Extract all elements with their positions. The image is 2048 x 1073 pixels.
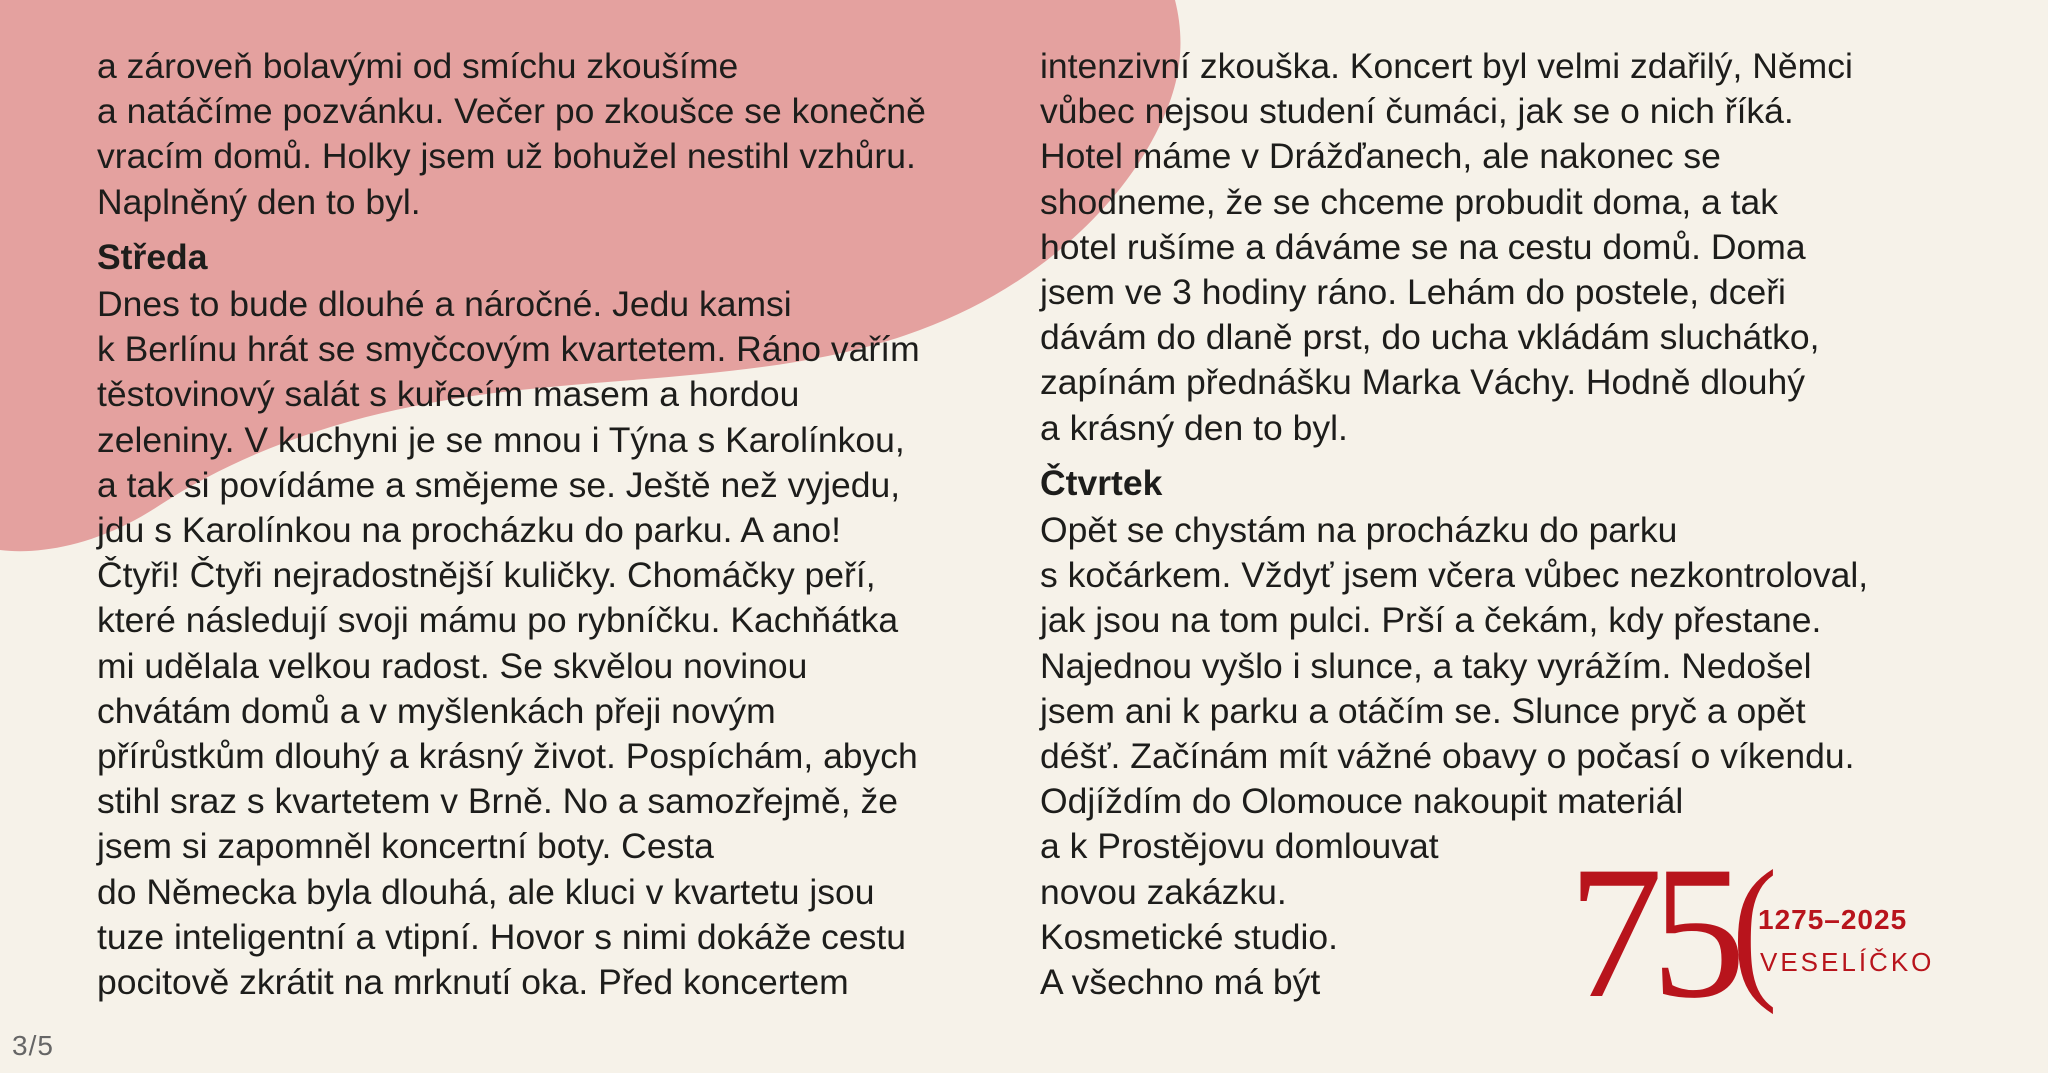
text-line: Najednou vyšlo i slunce, a taky vyrážím. Nedošel xyxy=(1040,645,1812,686)
text-line: Čtyři! Čtyři nejradostnější kuličky. Chomáčky peří, xyxy=(97,555,876,596)
text-line: dávám do dlaně prst, do ucha vkládám sluchátko, xyxy=(1040,317,1820,358)
text-line: Hotel máme v Drážďanech, ale nakonec se xyxy=(1040,136,1721,177)
text-line: jsem ve 3 hodiny ráno. Lehám do postele, dceři xyxy=(1040,272,1786,313)
text-line: jdu s Karolínkou na procházku do parku. A ano! xyxy=(97,510,842,551)
text-line: A všechno má být xyxy=(1040,962,1321,1003)
logo-village-name: VESELÍČKO xyxy=(1760,947,1935,977)
text-line: vracím domů. Holky jsem už bohužel nestihl vzhůru. xyxy=(97,136,916,177)
text-line: tuze inteligentní a vtipní. Hovor s nimi dokáže cestu xyxy=(97,916,907,957)
text-line: vůbec nejsou studení čumáci, jak se o nich říká. xyxy=(1040,91,1794,132)
left-column xyxy=(97,44,1017,1005)
text-line: novou zakázku. xyxy=(1040,871,1287,912)
text-line: do Německa byla dlouhá, ale kluci v kvartetu jsou xyxy=(97,871,875,912)
text-line: Kosmetické studio. xyxy=(1040,916,1338,957)
text-line: jsem ani k parku a otáčím se. Slunce pryč a opět xyxy=(1040,690,1806,731)
anniversary-logo xyxy=(1568,828,1958,1038)
text-line: Odjíždím do Olomouce nakoupit materiál xyxy=(1040,781,1684,822)
text-line: přírůstkům dlouhý a krásný život. Pospíchám, abych xyxy=(97,736,918,777)
page-number: 3/5 xyxy=(12,1030,54,1061)
section-heading-ctvrtek: Čtvrtek xyxy=(1040,462,1163,503)
text-line: mi udělala velkou radost. Se skvělou novinou xyxy=(97,645,808,686)
text-line: jak jsou na tom pulci. Prší a čekám, kdy přestane. xyxy=(1040,600,1822,641)
text-line: k Berlínu hrát se smyčcovým kvartetem. Ráno vařím xyxy=(97,329,920,370)
text-line: Naplněný den to byl. xyxy=(97,181,421,222)
text-line: a k Prostějovu domlouvat xyxy=(1040,826,1439,867)
text-line: déšť. Začínám mít vážné obavy o počasí o víkendu. xyxy=(1040,736,1855,777)
text-line: a tak si povídáme a smějeme se. Ještě než vyjedu, xyxy=(97,464,901,505)
text-line: s kočárkem. Vždyť jsem včera vůbec nezkontroloval, xyxy=(1040,555,1869,596)
logo-number: 75 xyxy=(1568,828,1734,1038)
text-line: které následují svoji mámu po rybníčku. Kachňátka xyxy=(97,600,899,641)
text-line: hotel rušíme a dáváme se na cestu domů. Doma xyxy=(1040,226,1806,267)
text-line: Opět se chystám na procházku do parku xyxy=(1040,510,1678,551)
text-line: stihl sraz s kvartetem v Brně. No a samozřejmě, že xyxy=(97,781,898,822)
text-line: zeleniny. V kuchyni je se mnou i Týna s Karolínkou, xyxy=(97,419,905,460)
text-line: zapínám přednášku Marka Váchy. Hodně dlouhý xyxy=(1040,362,1806,403)
text-line: těstovinový salát s kuřecím masem a hordou xyxy=(97,374,800,415)
text-line: jsem si zapomněl koncertní boty. Cesta xyxy=(97,826,714,867)
text-line: intenzivní zkouška. Koncert byl velmi zdařilý, Němci xyxy=(1040,46,1853,86)
text-line: chvátám domů a v myšlenkách přeji novým xyxy=(97,690,776,731)
text-line: a natáčíme pozvánku. Večer po zkoušce se konečně xyxy=(97,91,926,132)
right-column xyxy=(1040,44,2000,1015)
text-line: pocitově zkrátit na mrknutí oka. Před koncertem xyxy=(97,962,849,1003)
text-line: a zároveň bolavými od smíchu zkoušíme xyxy=(97,46,739,86)
logo-paren-glyph: ( xyxy=(1731,837,1778,1015)
text-line: shodneme, že se chceme probudit doma, a tak xyxy=(1040,181,1779,222)
text-line: Dnes to bude dlouhé a náročné. Jedu kamsi xyxy=(97,284,792,325)
logo-years: 1275–2025 xyxy=(1758,904,1908,935)
section-heading-streda: Středa xyxy=(97,236,208,277)
text-line: a krásný den to byl. xyxy=(1040,407,1348,448)
